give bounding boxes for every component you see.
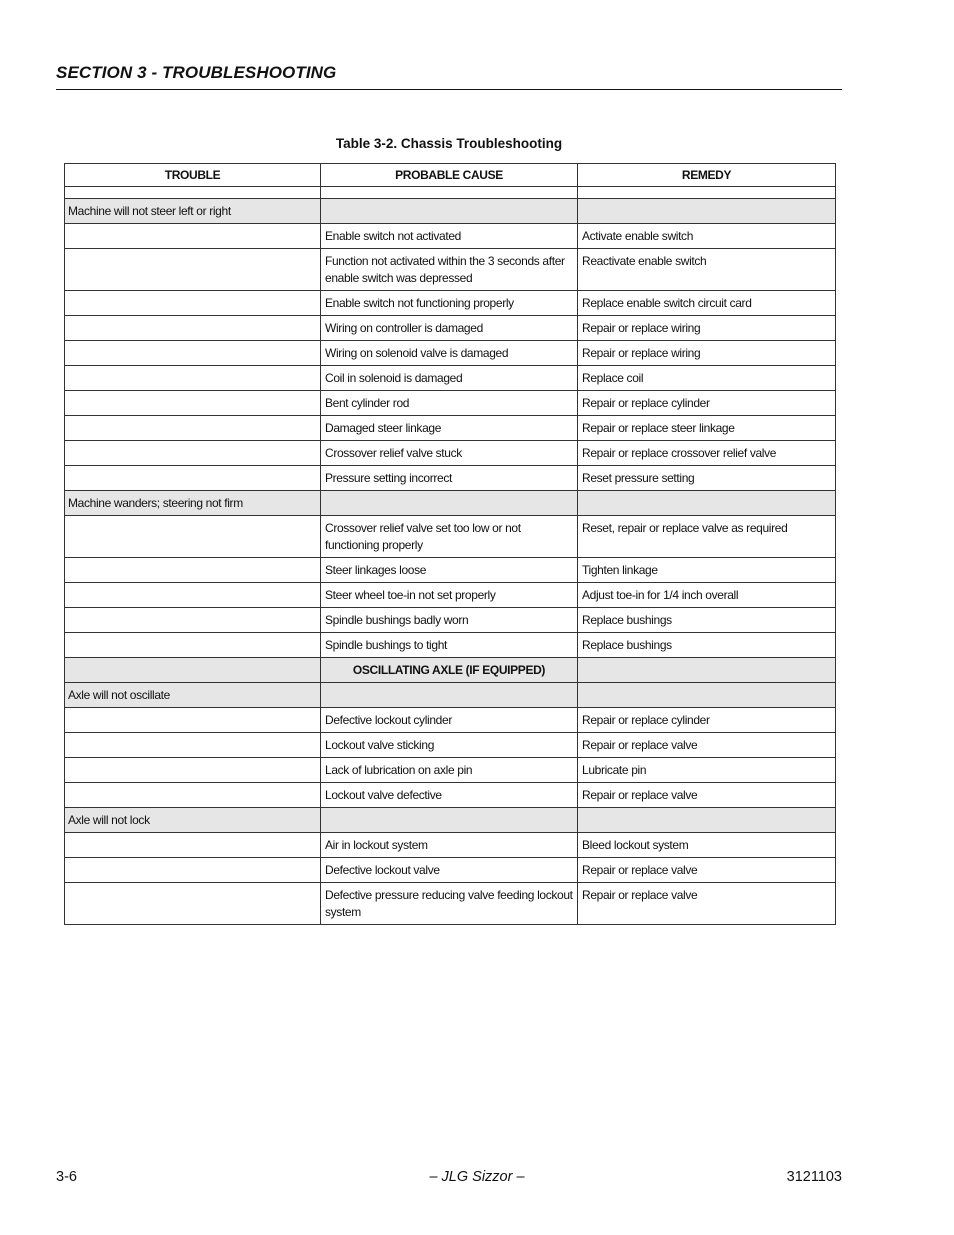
probable-cause-cell bbox=[321, 491, 578, 516]
table-body bbox=[65, 187, 836, 925]
probable-cause-cell: Lack of lubrication on axle pin bbox=[321, 758, 578, 783]
table-row bbox=[65, 833, 836, 858]
table-row bbox=[65, 783, 836, 808]
trouble-cell bbox=[65, 391, 321, 416]
table-row bbox=[65, 758, 836, 783]
remedy-cell: Replace enable switch circuit card bbox=[578, 291, 836, 316]
remedy-cell: Reactivate enable switch bbox=[578, 249, 836, 291]
trouble-cell bbox=[65, 341, 321, 366]
trouble-cell: Machine will not steer left or right bbox=[65, 199, 321, 224]
table-header-row bbox=[65, 164, 836, 187]
trouble-cell bbox=[65, 466, 321, 491]
remedy-cell: Repair or replace wiring bbox=[578, 341, 836, 366]
column-header-probable-cause: PROBABLE CAUSE bbox=[321, 164, 578, 187]
probable-cause-cell: Function not activated within the 3 seconds after enable switch was depressed bbox=[321, 249, 578, 291]
remedy-cell bbox=[578, 808, 836, 833]
trouble-cell bbox=[65, 583, 321, 608]
probable-cause-cell: Spindle bushings to tight bbox=[321, 633, 578, 658]
table-row bbox=[65, 583, 836, 608]
remedy-cell bbox=[578, 658, 836, 683]
trouble-cell bbox=[65, 187, 321, 199]
trouble-cell bbox=[65, 291, 321, 316]
trouble-cell: Axle will not lock bbox=[65, 808, 321, 833]
table-row bbox=[65, 341, 836, 366]
probable-cause-cell: Steer wheel toe-in not set properly bbox=[321, 583, 578, 608]
table-row bbox=[65, 883, 836, 925]
table-row bbox=[65, 708, 836, 733]
table-row bbox=[65, 516, 836, 558]
remedy-cell: Bleed lockout system bbox=[578, 833, 836, 858]
remedy-cell bbox=[578, 491, 836, 516]
probable-cause-cell: Defective lockout cylinder bbox=[321, 708, 578, 733]
probable-cause-cell: Wiring on controller is damaged bbox=[321, 316, 578, 341]
column-header-remedy: REMEDY bbox=[578, 164, 836, 187]
probable-cause-cell: OSCILLATING AXLE (IF EQUIPPED) bbox=[321, 658, 578, 683]
probable-cause-cell: Crossover relief valve set too low or not functioning properly bbox=[321, 516, 578, 558]
probable-cause-cell: Coil in solenoid is damaged bbox=[321, 366, 578, 391]
table-row bbox=[65, 366, 836, 391]
trouble-cell bbox=[65, 758, 321, 783]
table-row bbox=[65, 291, 836, 316]
trouble-cell bbox=[65, 416, 321, 441]
trouble-cell bbox=[65, 366, 321, 391]
table-row bbox=[65, 224, 836, 249]
probable-cause-cell bbox=[321, 808, 578, 833]
trouble-cell bbox=[65, 558, 321, 583]
probable-cause-cell: Wiring on solenoid valve is damaged bbox=[321, 341, 578, 366]
trouble-cell bbox=[65, 658, 321, 683]
remedy-cell: Repair or replace valve bbox=[578, 858, 836, 883]
table-row bbox=[65, 416, 836, 441]
remedy-cell: Tighten linkage bbox=[578, 558, 836, 583]
trouble-cell bbox=[65, 783, 321, 808]
remedy-cell: Activate enable switch bbox=[578, 224, 836, 249]
header-rule bbox=[56, 89, 842, 90]
trouble-cell bbox=[65, 708, 321, 733]
remedy-cell bbox=[578, 199, 836, 224]
probable-cause-cell: Air in lockout system bbox=[321, 833, 578, 858]
trouble-cell bbox=[65, 608, 321, 633]
remedy-cell: Replace bushings bbox=[578, 608, 836, 633]
trouble-cell bbox=[65, 316, 321, 341]
table-row bbox=[65, 316, 836, 341]
remedy-cell: Repair or replace wiring bbox=[578, 316, 836, 341]
probable-cause-cell: Spindle bushings badly worn bbox=[321, 608, 578, 633]
trouble-row bbox=[65, 808, 836, 833]
trouble-cell: Axle will not oscillate bbox=[65, 683, 321, 708]
remedy-cell bbox=[578, 683, 836, 708]
document-number: 3121103 bbox=[786, 1169, 842, 1185]
column-header-trouble: TROUBLE bbox=[65, 164, 321, 187]
trouble-cell: Machine wanders; steering not firm bbox=[65, 491, 321, 516]
table-row bbox=[65, 633, 836, 658]
probable-cause-cell: Enable switch not activated bbox=[321, 224, 578, 249]
table-row bbox=[65, 858, 836, 883]
section-title: SECTION 3 - TROUBLESHOOTING bbox=[56, 63, 337, 82]
table-row bbox=[65, 249, 836, 291]
probable-cause-cell bbox=[321, 187, 578, 199]
chassis-troubleshooting-table bbox=[64, 163, 836, 925]
trouble-row bbox=[65, 683, 836, 708]
trouble-cell bbox=[65, 883, 321, 925]
table-row bbox=[65, 608, 836, 633]
trouble-cell bbox=[65, 224, 321, 249]
remedy-cell bbox=[578, 187, 836, 199]
probable-cause-cell bbox=[321, 683, 578, 708]
trouble-cell bbox=[65, 249, 321, 291]
trouble-row bbox=[65, 199, 836, 224]
remedy-cell: Repair or replace steer linkage bbox=[578, 416, 836, 441]
remedy-cell: Adjust toe-in for 1/4 inch overall bbox=[578, 583, 836, 608]
remedy-cell: Replace bushings bbox=[578, 633, 836, 658]
trouble-cell bbox=[65, 733, 321, 758]
table-row bbox=[65, 466, 836, 491]
table-title: Table 3-2. Chassis Troubleshooting bbox=[335, 136, 563, 151]
remedy-cell: Repair or replace valve bbox=[578, 783, 836, 808]
probable-cause-cell: Pressure setting incorrect bbox=[321, 466, 578, 491]
table-row bbox=[65, 441, 836, 466]
probable-cause-cell: Bent cylinder rod bbox=[321, 391, 578, 416]
probable-cause-cell: Lockout valve sticking bbox=[321, 733, 578, 758]
spacer-row bbox=[65, 187, 836, 199]
table-row bbox=[65, 391, 836, 416]
footer-title: – JLG Sizzor – bbox=[429, 1169, 525, 1185]
probable-cause-cell: Crossover relief valve stuck bbox=[321, 441, 578, 466]
remedy-cell: Repair or replace valve bbox=[578, 733, 836, 758]
table-row bbox=[65, 558, 836, 583]
remedy-cell: Repair or replace valve bbox=[578, 883, 836, 925]
trouble-cell bbox=[65, 516, 321, 558]
probable-cause-cell bbox=[321, 199, 578, 224]
probable-cause-cell: Damaged steer linkage bbox=[321, 416, 578, 441]
trouble-row bbox=[65, 491, 836, 516]
trouble-cell bbox=[65, 441, 321, 466]
table-row bbox=[65, 733, 836, 758]
remedy-cell: Repair or replace cylinder bbox=[578, 391, 836, 416]
trouble-cell bbox=[65, 633, 321, 658]
remedy-cell: Replace coil bbox=[578, 366, 836, 391]
page-number: 3-6 bbox=[56, 1169, 77, 1185]
probable-cause-cell: Enable switch not functioning properly bbox=[321, 291, 578, 316]
probable-cause-cell: Lockout valve defective bbox=[321, 783, 578, 808]
remedy-cell: Repair or replace crossover relief valve bbox=[578, 441, 836, 466]
remedy-cell: Reset, repair or replace valve as required bbox=[578, 516, 836, 558]
remedy-cell: Repair or replace cylinder bbox=[578, 708, 836, 733]
probable-cause-cell: Steer linkages loose bbox=[321, 558, 578, 583]
trouble-cell bbox=[65, 858, 321, 883]
probable-cause-cell: Defective pressure reducing valve feeding lockout system bbox=[321, 883, 578, 925]
remedy-cell: Lubricate pin bbox=[578, 758, 836, 783]
subheading-row bbox=[65, 658, 836, 683]
probable-cause-cell: Defective lockout valve bbox=[321, 858, 578, 883]
trouble-cell bbox=[65, 833, 321, 858]
remedy-cell: Reset pressure setting bbox=[578, 466, 836, 491]
